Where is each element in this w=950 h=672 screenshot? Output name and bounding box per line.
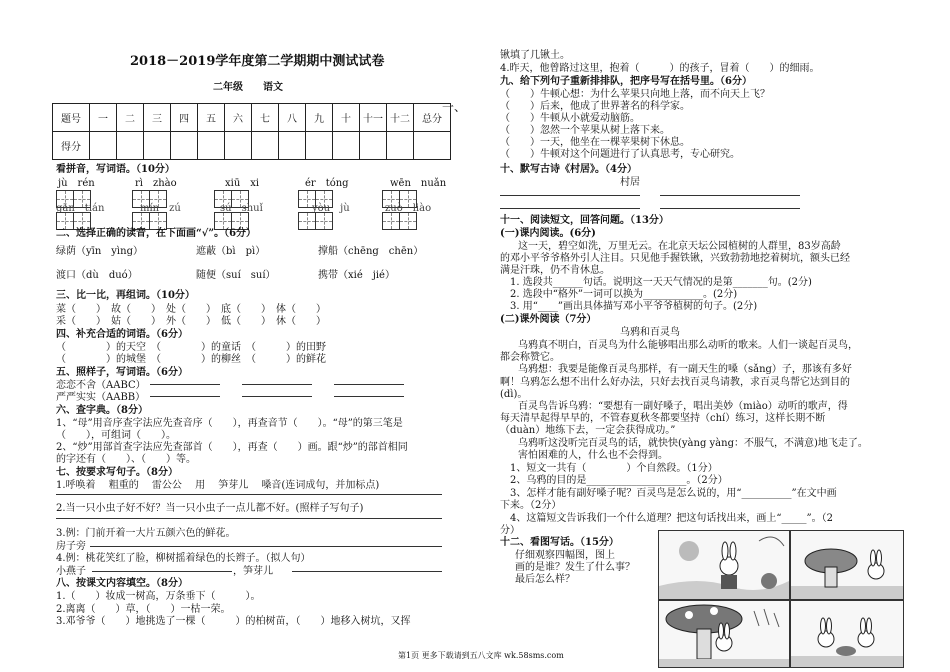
score-cell[interactable] <box>279 132 306 160</box>
s8-heading: 八、按课文内容填空。（8分） <box>56 578 188 589</box>
s2-item-5[interactable]: 随便（suí suí） <box>196 270 276 281</box>
picture-4 <box>790 600 904 668</box>
page-title: 2018－2019学年度第二学期期中测试试卷 <box>130 54 385 69</box>
read1-heading: (一)课内阅读。(6分) <box>500 228 596 239</box>
s8-q2[interactable]: 2.离离（ ）草，（ ）一枯一荣。 <box>56 604 231 615</box>
score-header-cell: 十一 <box>360 104 387 132</box>
read2-line: 都会称赞它。 <box>500 352 560 364</box>
s6-q1b[interactable]: （ ），可组词（ ）。 <box>56 430 176 441</box>
read2-line: 乌鸦真不明白，百灵鸟为什么能够唱出那么动听的歌来。人们一谈起百灵鸟， <box>518 340 858 351</box>
grade-subject: 二年级 语文 <box>213 82 283 93</box>
pinyin-row2-1: gān tián <box>56 203 105 214</box>
read2-line: （duàn）地练下去，一定会获得成功。” <box>500 425 676 437</box>
s5-blank-4[interactable] <box>150 396 220 397</box>
s2-item-4[interactable]: 渡口（dù duó） <box>56 270 138 281</box>
s7-q3: 3.例：门前开着一大片五颜六色的鲜花。 <box>56 528 236 539</box>
s9-item[interactable]: （ ）牛顿对这个问题进行了认真思考，专心研究。 <box>500 149 740 160</box>
read2-line: 乌鸦想：我要是能像百灵鸟那样，有一副天生的嗓（sǎng）子，那该有多好 <box>518 364 852 376</box>
pinyin-row2-4: yòu jù <box>312 203 350 214</box>
s2-heading: 二、选择正确的读音，在下面画“√”。（6分） <box>56 228 257 239</box>
pinyin-4: ér tóng <box>305 178 349 189</box>
score-header-cell: 题号 <box>53 104 90 132</box>
rabbit-under-mushroom-illustration <box>659 601 789 667</box>
score-header-cell: 六 <box>225 104 252 132</box>
footer: 第1页 更多下载请到五八文库 wk.58sms.com <box>398 651 564 660</box>
s4-row-2[interactable]: （ ）的城堡 （ ）的柳丝 （ ）的鲜花 <box>56 354 326 365</box>
read2-q4[interactable]: 4、这篇短文告诉我们一个什么道理？把这句话找出来，画上“_____”。（2 <box>510 513 833 524</box>
score-cell[interactable] <box>252 132 279 160</box>
score-header-cell: 四 <box>171 104 198 132</box>
s10-heading: 十、默写古诗《村居》。（4分） <box>500 164 637 175</box>
score-cell[interactable] <box>117 132 144 160</box>
read2-q3b: 下来。（2分） <box>500 500 562 511</box>
pinyin-1: jù rén <box>58 178 95 189</box>
s5-blank-1[interactable] <box>150 384 220 385</box>
s7-answer-line-4[interactable] <box>92 571 232 572</box>
picture-3 <box>658 600 790 668</box>
r-top-1: 锹填了几锹土。 <box>500 50 570 61</box>
score-header-cell: 八 <box>279 104 306 132</box>
read2-line: 啊！乌鸦怎么想不出什么好办法，只好去找百灵鸟请教，求百灵鸟帮它达到目的 <box>500 376 850 388</box>
s12-p1: 仔细观察四幅图，图上 <box>515 550 615 561</box>
s9-item[interactable]: （ ）忽然一个苹果从树上落下来。 <box>500 125 670 136</box>
score-header-cell: 三 <box>144 104 171 132</box>
s6-q2b[interactable]: 的字还有（ ）、（ ）等。 <box>56 454 196 465</box>
read2-line: 百灵鸟告诉乌鸦：“要想有一副好嗓子，唱出美妙（miào）动听的歌声，得 <box>518 401 848 412</box>
score-header-cell: 九 <box>306 104 333 132</box>
s6-heading: 六、查字典。（8分） <box>56 405 148 416</box>
s5-row-2: 严严实实（AABB） <box>56 392 146 403</box>
read1-p1: 这一天，碧空如洗，万里无云。在北京天坛公园植树的人群里，83岁高龄 <box>518 241 841 252</box>
score-header-cell: 十二 <box>387 104 414 132</box>
writing-grid-10[interactable] <box>382 212 416 230</box>
s7-answer-line-3[interactable] <box>90 546 442 547</box>
score-cell[interactable] <box>360 132 387 160</box>
read2-line: (dì)。 <box>500 388 528 400</box>
read2-heading: (二)课外阅读（7分） <box>500 314 597 325</box>
score-header-cell: 十 <box>333 104 360 132</box>
s5-heading: 五、照样子，写词语。（6分） <box>56 367 188 378</box>
score-cell[interactable] <box>144 132 171 160</box>
score-cell[interactable] <box>306 132 333 160</box>
s1-heading: 看拼音，写词语。（10分） <box>56 164 175 175</box>
pinyin-row2-2: mín zú <box>140 203 181 214</box>
r-top-2[interactable]: 4.昨天，他曾路过这里，抱着（ ）的孩子，冒着（ ）的细雨。 <box>500 63 820 74</box>
s7-q4-prefix: 小燕子 <box>56 566 86 577</box>
s9-item[interactable]: （ ）一天，他坐在一棵苹果树下休息。 <box>500 137 690 148</box>
read2-line: 害怕困难的人，什么也不会得到。 <box>518 449 668 461</box>
s2-item-6[interactable]: 携带（xié jié） <box>318 270 395 281</box>
s7-q4-mid: ，笋芽儿 <box>233 566 273 577</box>
poem-line-2[interactable] <box>660 195 800 196</box>
pinyin-row2-5: zuò liào <box>385 203 432 214</box>
s5-blank-6[interactable] <box>334 396 404 397</box>
poem-line-4[interactable] <box>660 208 800 209</box>
s3-row-1[interactable]: 菜（ ） 故（ ） 处（ ） 底（ ） 体（ ） <box>56 304 326 315</box>
score-header-cell: 一 <box>90 104 117 132</box>
s9-item[interactable]: （ ）牛顿心想：为什么苹果只向地上落，而不向天上飞？ <box>500 89 770 100</box>
mushroom-house-illustration <box>791 531 903 599</box>
read1-q1[interactable]: 1. 选段共______句话。说明这一天天气情况的是第_______句。(2分) <box>510 277 812 288</box>
s9-item[interactable]: （ ）牛顿从小就爱动脑筋。 <box>500 113 640 124</box>
s7-answer-line-1[interactable] <box>56 494 442 495</box>
s7-q1: 1.呼唤着 粗重的 雷公公 用 笋芽儿 嗓音(连词成句，并加标点) <box>56 480 380 491</box>
read2-q4b: 分） <box>500 525 520 536</box>
s5-blank-3[interactable] <box>334 384 404 385</box>
s5-row-1: 恋恋不舍（AABC） <box>56 380 146 391</box>
score-cell[interactable] <box>90 132 117 160</box>
poem-title: 村居 <box>620 177 640 188</box>
score-table <box>52 103 451 160</box>
s5-blank-2[interactable] <box>242 384 312 385</box>
pinyin-2: rì zhào <box>135 178 177 189</box>
s2-item-3[interactable]: 撑船（chēng chēn） <box>318 246 424 257</box>
s12-heading: 十二、看图写话。（15分） <box>500 537 619 548</box>
s6-q2[interactable]: 2、“炒”用部首查字法应先查部首（ ），再查（ ）画。跟“炒”的部首相同 <box>56 442 408 453</box>
s8-q3[interactable]: 3.邓爷爷（ ）地挑选了一棵（ ）的柏树苗，（ ）地移入树坑，又挥 <box>56 616 411 627</box>
s7-q2: 2.当一只小虫子好不好？当一只小虫子一点儿都不好。(照样子写句子) <box>56 503 364 514</box>
two-rabbits-illustration <box>791 601 903 667</box>
s4-row-1[interactable]: （ ）的天空 （ ）的童话 （ ）的田野 <box>56 342 326 353</box>
read2-q2[interactable]: 2、乌鸦的目的是____________________。（2分） <box>510 475 728 486</box>
s7-heading: 七、按要求写句子。（8分） <box>56 467 178 478</box>
s7-answer-line-5[interactable] <box>292 571 442 572</box>
s7-q3-prefix: 房子旁 <box>56 541 86 552</box>
s3-heading: 三、比一比，再组词。（10分） <box>56 290 195 301</box>
read2-line: 每天清早起得早早的，不管春夏秋冬都要坚持（chí）练习，这样长期不断 <box>500 413 826 425</box>
s9-heading: 九、给下列句子重新排排队，把序号写在括号里。（6分） <box>500 76 752 87</box>
picture-2 <box>790 530 904 600</box>
score-cell[interactable] <box>225 132 252 160</box>
writing-grid-9[interactable] <box>298 212 332 230</box>
s5-blank-5[interactable] <box>242 396 312 397</box>
poem-line-1[interactable] <box>500 195 640 196</box>
s6-q1[interactable]: 1、“母”用音序查字法应先查音序（ ），再查音节（ ）。“母”的第三笔是 <box>56 418 403 429</box>
s7-answer-line-2[interactable] <box>56 518 442 519</box>
read1-p3: 满是汗珠，仍不肯休息。 <box>500 265 610 276</box>
s9-item[interactable]: （ ）后来，他成了世界著名的科学家。 <box>500 101 690 112</box>
read2-title: 乌鸦和百灵鸟 <box>620 327 680 338</box>
s11-heading: 十一、阅读短文，回答问题。（13分） <box>500 215 669 226</box>
score-cell[interactable] <box>171 132 198 160</box>
score-cell[interactable] <box>198 132 225 160</box>
s12-p3: 最后怎么样？ <box>515 574 575 585</box>
pinyin-5: wēn nuǎn <box>390 178 447 189</box>
score-label: 得分 <box>53 132 90 160</box>
s12-p2: 画的是谁？发生了什么事？ <box>515 562 635 573</box>
read1-q2[interactable]: 2. 选段中“格外”一词可以换为____________。(2分) <box>510 289 738 300</box>
pinyin-3: xiū xi <box>225 178 260 189</box>
score-header-cell: 七 <box>252 104 279 132</box>
pinyin-row2-3: sú shuǐ <box>220 203 263 214</box>
s2-item-2[interactable]: 遮蔽（bì pì） <box>196 246 266 257</box>
s2-item-1[interactable]: 绿荫（yīn yìng） <box>56 246 143 257</box>
score-header-cell: 五 <box>198 104 225 132</box>
picture-1 <box>658 530 790 600</box>
read1-q3[interactable]: 3. 用“____”画出具体描写邓小平爷爷植树的句子。(2分) <box>510 301 758 312</box>
s7-q4: 4.例：桃花笑红了脸，柳树摇着绿色的长辫子。（拟人句） <box>56 553 311 564</box>
roman-mark: 一、 <box>442 100 467 114</box>
read2-q1[interactable]: 1、短文一共有（ ）个自然段。（1分） <box>510 463 718 474</box>
read2-q3[interactable]: 3、怎样才能有副好嗓子呢？百灵鸟是怎么说的，用“__________”在文中画 <box>510 488 837 499</box>
read1-p2: 的邓小平爷爷格外引人注目。只见他手握铁锹，兴致勃勃地挖着树坑，额头已经 <box>500 253 850 264</box>
score-cell[interactable] <box>333 132 360 160</box>
s8-q1[interactable]: 1.（ ）妆成一树高，万条垂下（ ）。 <box>56 591 261 602</box>
score-header-cell: 二 <box>117 104 144 132</box>
score-header-cell: 总分 <box>414 104 451 132</box>
read2-line: 乌鸦听这没听完百灵鸟的话，就快快(yàng yàng：不服气，不满意)地飞走了。 <box>518 437 868 449</box>
rabbit-walking-illustration <box>659 531 789 599</box>
score-cell[interactable] <box>387 132 414 160</box>
poem-line-3[interactable] <box>500 208 640 209</box>
s3-row-2[interactable]: 采（ ） 姑（ ） 外（ ） 低（ ） 休（ ） <box>56 316 326 327</box>
s4-heading: 四、补充合适的词语。（6分） <box>56 329 188 340</box>
score-cell[interactable] <box>414 132 451 160</box>
